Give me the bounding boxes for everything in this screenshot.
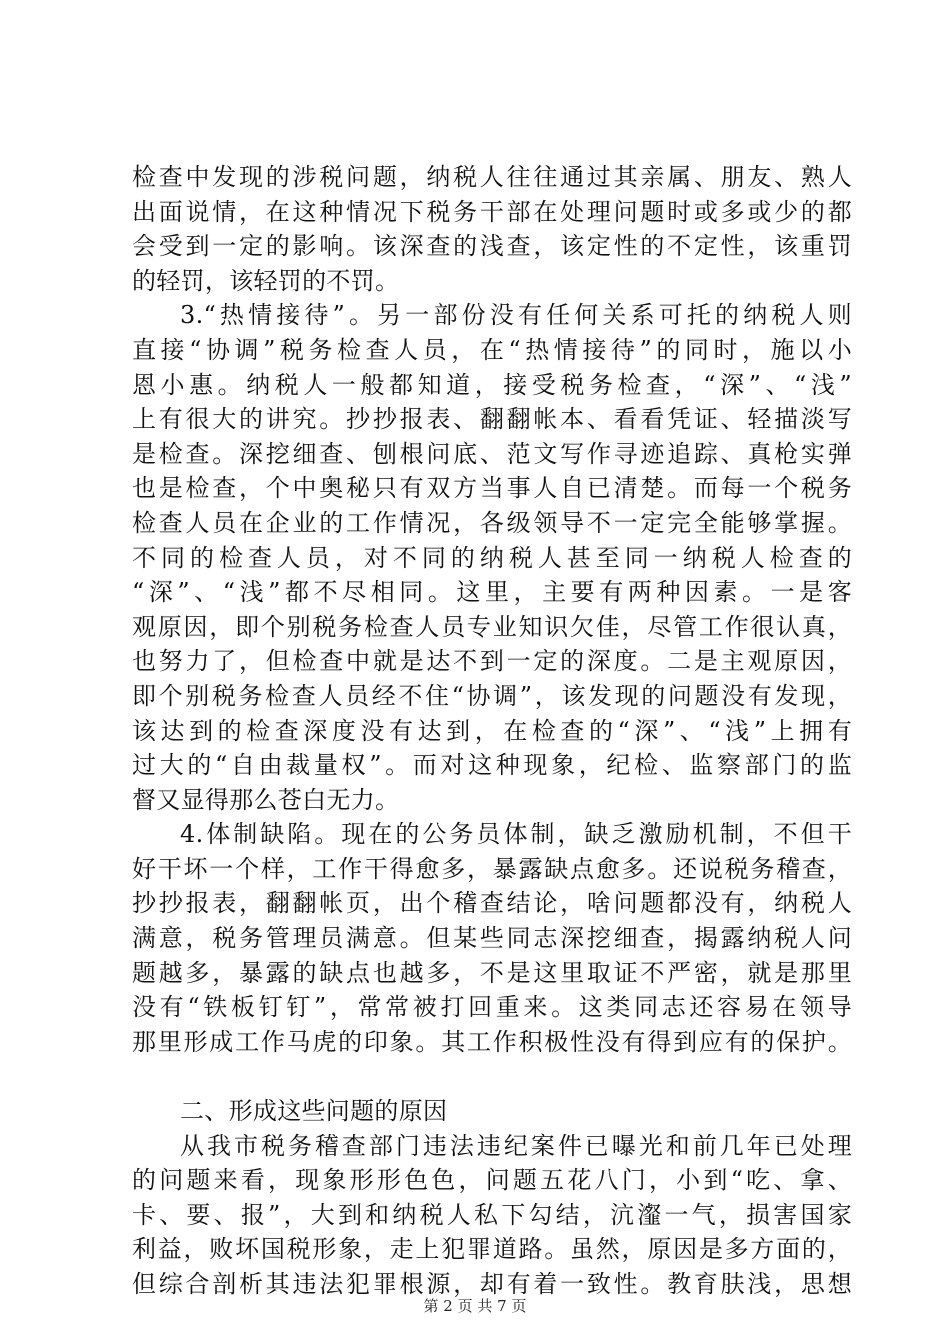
text-line: 卡、要、报”，大到和纳税人私下勾结，沆瀣一气，损害国家 [132, 1200, 852, 1229]
text-line: 该达到的检查深度没有达到，在检查的“深”、“浅”上拥有 [132, 716, 852, 745]
text-line: 二、形成这些问题的原因 [180, 1097, 448, 1126]
text-line: 不同的检查人员，对不同的纳税人甚至同一纳税人检查的 [132, 543, 852, 572]
page-footer: 第 2 页 共 7 页 [423, 1297, 527, 1315]
text-line: 从我市税务稽查部门违法违纪案件已曝光和前几年已处理 [180, 1131, 852, 1160]
text-line: “深”、“浅”都不尽相同。这里，主要有两种因素。一是客 [132, 578, 852, 607]
text-line: 满意，税务管理员满意。但某些同志深挖细查，揭露纳税人问 [132, 924, 852, 953]
text-line: 的轻罚，该轻罚的不罚。 [132, 266, 400, 295]
text-line: 的问题来看，现象形形色色，问题五花八门，小到“吃、拿、 [132, 1166, 852, 1195]
text-line: 但综合剖析其违法犯罪根源，却有着一致性。教育肤浅，思想 [132, 1270, 852, 1298]
paragraph [132, 298, 852, 817]
text-line: 题越多，暴露的缺点也越多，不是这里取证不严密，就是那里 [132, 958, 852, 987]
text-line: 好干坏一个样，工作干得愈多，暴露缺点愈多。还说税务稽查， [132, 854, 852, 883]
text-line: 上有很大的讲究。抄抄报表、翻翻帐本、看看凭证、轻描淡写 [132, 405, 852, 434]
text-line: 过大的“自由裁量权”。而对这种现象，纪检、监察部门的监 [132, 751, 852, 780]
paragraph [132, 1129, 852, 1302]
text-line: 抄抄报表，翻翻帐页，出个稽查结论，啥问题都没有，纳税人 [132, 889, 852, 918]
text-line: 即个别税务检查人员经不住“协调”，该发现的问题没有发现， [132, 681, 852, 710]
paragraph [132, 1094, 852, 1129]
text-line: 会受到一定的影响。该深查的浅查，该定性的不定性，该重罚 [132, 232, 852, 261]
text-line: 那里形成工作马虎的印象。其工作积极性没有得到应有的保护。 [132, 1027, 852, 1056]
text-line: 也努力了，但检查中就是达不到一定的深度。二是主观原因， [132, 647, 852, 676]
paragraph [132, 160, 852, 298]
document-body [132, 160, 852, 1302]
text-line: 督又显得那么苍白无力。 [132, 785, 400, 814]
text-line: 检查人员在企业的工作情况，各级领导不一定完全能够掌握。 [132, 508, 852, 537]
text-line: 观原因，即个别税务检查人员专业知识欠佳，尽管工作很认真， [132, 612, 852, 641]
text-line: 3.“热情接待”。另一部份没有任何关系可托的纳税人则 [180, 301, 852, 330]
paragraph-gap [132, 1059, 852, 1094]
text-line: 直接“协调”税务检查人员，在“热情接待”的同时，施以小 [132, 335, 852, 364]
text-line: 检查中发现的涉税问题，纳税人往往通过其亲属、朋友、熟人 [132, 163, 852, 191]
text-line: 没有“铁板钉钉”，常常被打回重来。这类同志还容易在领导 [132, 993, 852, 1022]
text-line: 是检查。深挖细查、刨根问底、范文写作寻迹追踪、真枪实弹 [132, 439, 852, 468]
text-line: 恩小惠。纳税人一般都知道，接受税务检查，“深”、“浅” [132, 370, 852, 399]
paragraph [132, 817, 852, 1059]
text-line: 4.体制缺陷。现在的公务员体制，缺乏激励机制，不但干 [180, 820, 852, 849]
text-line: 也是检查，个中奥秘只有双方当事人自已清楚。而每一个税务 [132, 474, 852, 503]
text-line: 利益，败坏国税形象，走上犯罪道路。虽然，原因是多方面的， [132, 1235, 852, 1264]
text-line: 出面说情，在这种情况下税务干部在处理问题时或多或少的都 [132, 197, 852, 226]
